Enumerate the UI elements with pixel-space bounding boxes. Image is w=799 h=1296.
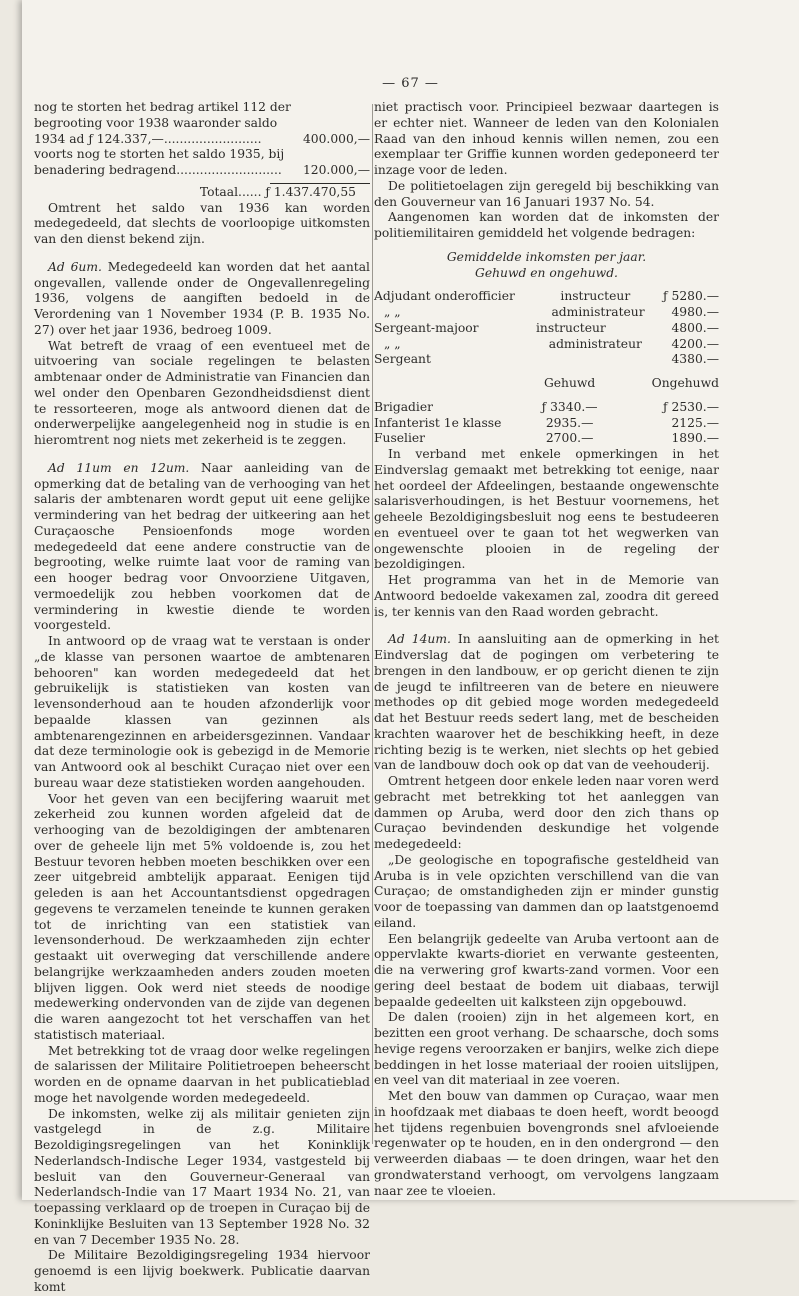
table-row: Adjudant onderofficier instructeur ƒ 5280.— [374,289,719,304]
paragraph: In verband met enkele opmerkingen in het Eindverslag gemaakt met betrekking tot eenige, naar het oordeel der Afdeelingen, bestaande ongewenschte salarisverhoudingen, is het Bestuur voornemens, het geheele Bezoldigingsbesluit nog eens te bestudeeren en eventueel over te gaan tot het wegwerken van ongewenschte plooien in de regeling der bezoldigingen. [374,447,719,572]
text-line: begrooting voor 1938 waaronder saldo [34,115,278,130]
left-column [34,100,370,1296]
income-table-2 [374,376,719,447]
table-row: Fuselier 2700.— 1890.— [374,431,719,446]
section-label: Ad 6um. [48,259,102,274]
paragraph: De inkomsten, welke zij als militair genieten zijn vastgelegd in de z.g. Militaire Bezoldigingsregelingen van het Koninklijk Nederlandsch-Indische Leger 1934, vastgesteld bij besluit van den Gouverneur-Generaal van Nederlandsch-Indie van 17 Maart 1934 No. 21, van toepassing verklaard op de troepen in Curaçao bij de Koninklijke Besluiten van 13 September 1928 No. 32 en van 7 December 1935 No. 28. [34,1106,370,1247]
column-divider [372,104,373,1144]
paragraph: Ad 14um. In aansluiting aan de opmerking in het Eindverslag dat de pogingen om verbetering te brengen in den landbouw, er op gericht dienen te zijn de jeugd te infiltreeren van de betere en nieuwere methodes op dit gebied moge worden medegedeeld dat het Bestuur reeds sedert lang, met de bescheiden krachten waarover het de beschikking heeft, in deze richting bezig is te werken, niet slechts op het gebied van de landbouw doch ook op dat van de veehouderij. [374,632,719,773]
table-row: Brigadier ƒ 3340.— ƒ 2530.— [374,399,719,414]
amount-label: benadering bedragend........................... [34,163,282,177]
paragraph: Omtrent hetgeen door enkele leden naar voren werd gebracht met betrekking tot het aanleggen van dammen op Aruba, werd door den zich thans op Curaçao bevindenden deskundige het volgende medegedeeld: [374,774,719,851]
paragraph: Ad 6um. Medegedeeld kan worden dat het aantal ongevallen, vallende onder de Ongevallenregeling 1936, volgens de aangiften bedoeld in de Verordening van 1 November 1934 (P. B. 1935 No. 27) over het jaar 1936, bedroeg 1009. [34,259,370,337]
paragraph: De politietoelagen zijn geregeld bij beschikking van den Gouverneur van 16 Januari 1937 No. 54. [374,178,719,209]
paragraph: Voor het geven van een becijfering waaruit met zekerheid zou kunnen worden afgeleid dat de verhooging van de bezoldigingen der ambtenaren over de geheele lijn met 5% voldoende is, zou het Bestuur tevoren hebben moeten beschikken over een zeer uitgebreid ambtelijk apparaat. Eenigen tijd geleden is aan het Accountantsdienst opgedragen gegevens te verzamelen teneinde te kunnen geraken tot de inrichting van een statistiek van levensonderhoud. De werkzaamheden zijn echter gestaakt uit overweging dat verschillende andere belangrijke werkzaamheden anders zouden moeten blijven liggen. Ook werd niet steeds de noodige medewerking ondervonden van de zijde van degenen die waren aangezocht tot het verschaffen van het statistisch materiaal. [34,791,370,1042]
paragraph: Het programma van het in de Memorie van Antwoord bedoelde vakexamen zal, zoodra dit gereed is, ter kennis van den Raad worden gebracht. [374,573,719,619]
table-row: Infanterist 1e klasse 2935.— 2125.— [374,415,719,430]
paragraph: „De geologische en topografische gesteldheid van Aruba is in vele opzichten verschillend van die van Curaçao; de omstandigheden zijn er minder gunstig voor de toepassing van dammen dan op laatstgenoemd eiland. [374,852,719,930]
right-column [374,100,719,1199]
section-label: Ad 14um. [388,632,451,647]
paragraph: De dalen (rooien) zijn in het algemeen kort, en bezitten een groot verhang. De schaarsche, doch soms hevige regens veroorzaken er banjirs, welke zich diepe beddingen in het losse materiaal der rooien uitslijpen, en veel van dit materiaal in zee voeren. [374,1010,719,1088]
text-line: nog te storten het bedrag artikel 112 der [34,100,291,114]
text-line: voorts nog te storten het saldo 1935, bij [34,147,285,162]
table-header-row [374,376,719,392]
amount-row [34,163,370,179]
table-row: Sergeant 4380.— [374,352,719,367]
income-table [374,289,719,368]
paragraph: In antwoord op de vraag wat te verstaan is onder „de klasse van personen waartoe de ambtenaren behooren" kan worden medegedeeld dat het gebruikelijk is statistieken van kosten van levensonderhoud aan te houden afzonderlijk voor bepaalde klassen van gezinnen als ambtenarengezinnen en arbeidersgezinnen. Vandaar dat deze terminologie ook is gebezigd in de Memorie van Antwoord ook al beschikt Curaçao niet over een bureau waar deze statistieken worden aangehouden. [34,634,370,790]
paragraph: Omtrent het saldo van 1936 kan worden medegedeeld, dat slechts de voorloopige uitkomsten van den dienst bekend zijn. [34,200,370,246]
paragraph: Ad 11um en 12um. Naar aanleiding van de opmerking dat de betaling van de verhooging van het salaris der ambtenaren wordt geput uit eene gelijke vermindering van het bedrag der uitkeering aan het Curaçaosche Pensioenfonds moge worden medegedeeld dat eene andere constructie van de begrooting, welke ruimte laat voor de raming van een hooger bedrag voor Onvoorziene Uitgaven, vermoedelijk zou hebben voorkomen dat de vermindering in kwestie diende te worden voorgesteld. [34,460,370,633]
column-header: Gehuwd [543,376,596,390]
table-title: Gemiddelde inkomsten per jaar. [446,249,647,264]
amount-label: 1934 ad ƒ 124.337,—......................... [34,131,262,146]
table-row: „ „ administrateur 4200.— [384,336,719,351]
paragraph: Wat betreft de vraag of een eventueel met de uitvoering van sociale regelingen te belasten ambtenaar onder de Administratie van Financien dan wel onder den Openbaren Gezondheidsdienst dient te ressorteeren, moge als antwoord dienen dat de onderwerpelijke aangelegenheid nog in studie is en hieromtrent nog niets met zekerheid is te zeggen. [34,338,370,447]
page-number: — 67 — [382,76,439,91]
paragraph: Met betrekking tot de vraag door welke regelingen de salarissen der Militaire Politietroepen beheerscht worden en de opname daarvan in het publicatieblad moge het navolgende worden medegedeeld. [34,1043,370,1105]
document-page [22,0,799,1294]
amount-value: 120.000,— [302,163,370,177]
paragraph: Met den bouw van dammen op Curaçao, waar men in hoofdzaak met diabaas te doen heeft, wordt beoogd het tijdens regenbuien bovengronds snel afvloeiende regenwater op te houden, en in den ondergrond — den verweerden diabaas — te doen dringen, waar het den grondwaterstand verhoogt, om vervolgens langzaam naar zee te vloeien. [374,1089,719,1198]
table-row: Sergeant-majoor instructeur 4800.— [374,320,719,335]
amount-row [34,132,370,148]
sum-rule [270,183,370,184]
amount-value: 400.000,— [302,131,370,146]
table-row: „ „ administrateur 4980.— [384,305,719,319]
paragraph: Aangenomen kan worden dat de inkomsten der politiemilitairen gemiddeld het volgende bedragen: [374,210,719,240]
paragraph: De Militaire Bezoldigingsregeling 1934 hiervoor genoemd is een lijvig boekwerk. Publicatie daarvan komt [34,1248,370,1294]
paragraph: Een belangrijk gedeelte van Aruba vertoont aan de oppervlakte kwarts-dioriet en verwante gesteenten, die na verwering grof kwarts-zand vormen. Voor een gering deel bestaat de bodem uit diabaas, terwijl bepaalde gedeelten uit kalksteen zijn opgebouwd. [374,931,719,1009]
column-header: Ongehuwd [651,376,719,390]
table-subtitle: Gehuwd en ongehuwd. [475,265,618,280]
paragraph: niet practisch voor. Principieel bezwaar daartegen is er echter niet. Wanneer de leden van den Kolonialen Raad van den inhoud kennis willen nemen, zou een exemplaar ter Griffie kunnen worden gedeponeerd ter inzage voor de leden. [374,100,719,177]
total-line: Totaal...... ƒ 1.437.470,55 [199,184,356,199]
section-label: Ad 11um en 12um. [48,460,190,475]
